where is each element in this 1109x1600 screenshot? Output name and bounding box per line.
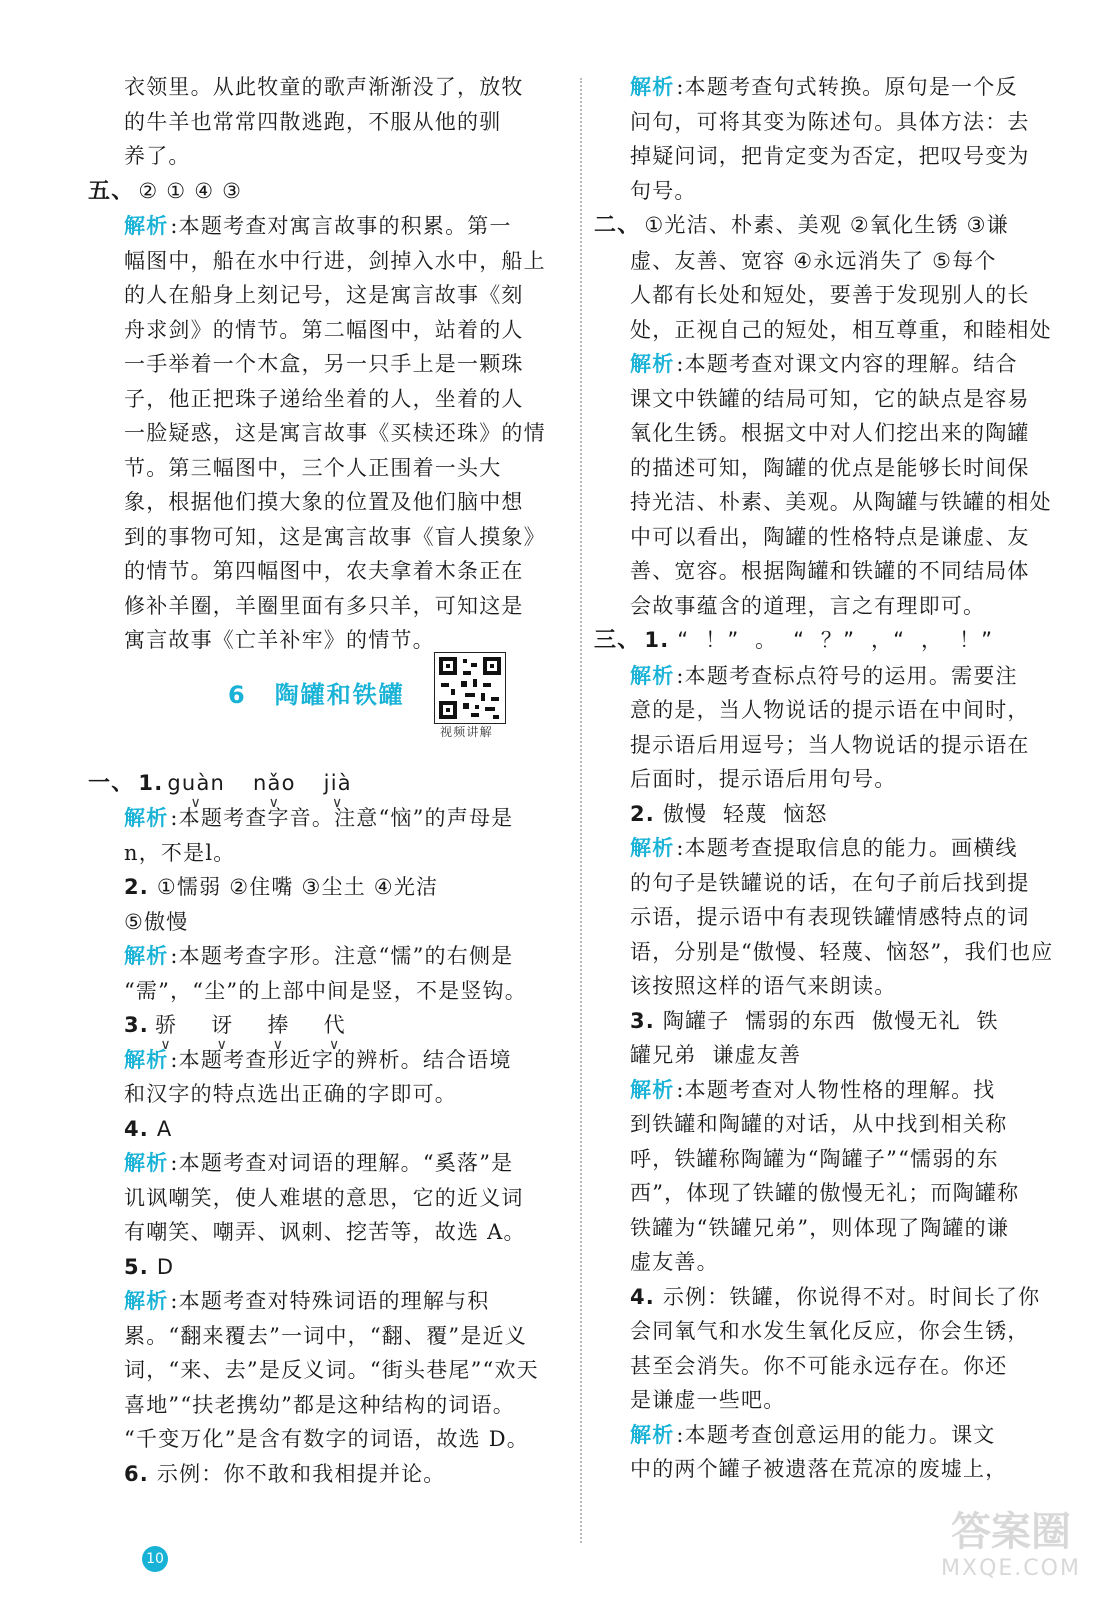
q3-word-1: 骄 ∨ bbox=[155, 1008, 177, 1043]
q3-answer: 3. 骄 ∨ 讶 ∨ 捧 ∨ 代 ∨ 解析:本题考查形近字的辨析。结合语境 和汉字的特点选出正确的字即可。 bbox=[88, 1008, 566, 1112]
section-3-q1-explanation: 解析:本题考查标点符号的运用。需要注 意的是，当人物说话的提示语在中间时， 提示语后用逗号；当人物说话的提示语在 后面时，提示语后用句号。 bbox=[630, 662, 1030, 791]
section-5-answer: 五、 ② ① ④ ③ bbox=[88, 178, 243, 204]
section-3-q2: 2. 傲慢 轻蔑 恼怒 解析:本题考查提取信息的能力。画横线 的句子是铁罐说的话，在句子前后找到提 示语，提示语中有表现铁罐情感特点的词 语，分别是“傲慢、轻蔑、恼怒”，我们也应 该按照这样的语气来朗读。 bbox=[630, 801, 1054, 998]
section-5-label: 五、 bbox=[88, 178, 135, 204]
lesson-header bbox=[88, 658, 566, 766]
left-column bbox=[88, 70, 566, 1491]
column-divider bbox=[580, 78, 582, 1543]
section-3-q3: 3. 陶罐子 懦弱的东西 傲慢无礼 铁 罐兄弟 谦虚友善 解析:本题考查对人物性格的理解。找 到铁罐和陶罐的对话，从中找到相关称 呼，铁罐称陶罐为“陶罐子”“懦弱的东 西”，体现了铁罐的傲慢无礼；而陶罐称 铁罐为“铁罐兄弟”，则体现了陶罐的谦 虚友善。 bbox=[630, 1008, 1020, 1274]
pinyin-1: guàn ∨ bbox=[167, 766, 225, 801]
section-5-explanation: 解析:本题考查对寓言故事的积累。第一 幅图中，船在水中行进，剑掉入水中，船上 的人在船身上刻记号，这是寓言故事《刻 舟求剑》的情节。第二幅图中，站着的人 一手举着一个木盒，另一只手上是一颗珠 子，他正把珠子递给坐着的人，坐着的人 一脸疑惑，这是寓言故事《买椟还珠》的情 节。第三幅图中，三个人正围着一头大 象，根据他们摸大象的位置及他们脑中想 到的事物可知，这是寓言故事《盲人摸象》 的情节。第四幅图中，农夫拿着木条正在 修补羊圈，羊圈里面有多只羊，可知这是 寓言故事《亡羊补牢》的情节。 bbox=[124, 213, 546, 652]
pinyin-3: jià ∨ bbox=[324, 766, 352, 801]
section-3-q1: 三、 1. “ ！” 。 “ ？” ，“ ， ！” bbox=[594, 628, 994, 653]
watermark-logo: 答案圈 MXQE.COM bbox=[941, 1509, 1081, 1581]
pinyin-2: nǎo ∨ bbox=[253, 766, 296, 801]
q4-answer: 4. A 解析:本题考查对词语的理解。“奚落”是 讥讽嘲笑，使人难堪的意思，它的近义词 有嘲笑、嘲弄、讽刺、挖苦等，故选 A。 bbox=[124, 1116, 526, 1244]
lesson-title: 6 陶罐和铁罐 bbox=[228, 680, 405, 709]
page-number: 10 bbox=[142, 1546, 168, 1572]
q5-answer: 5. D 解析:本题考查对特殊词语的理解与积 累。“翻来覆去”一词中，“翻、覆”是近义 词，“来、去”是反义词。“街头巷尾”“欢天 喜地”“扶老携幼”都是这种结构的词语。 “千变万化”是含有数字的词语，故选 D。 bbox=[124, 1254, 539, 1451]
q1-answer: 一、 1. guàn ∨ nǎo ∨ jià ∨ bbox=[88, 766, 566, 802]
q2-answer: 2. ①懦弱 ②住嘴 ③尘土 ④光洁 ⑤傲慢 解析:本题考查字形。注意“懦”的右侧是 “需”，“尘”的上部中间是竖，不是竖钩。 bbox=[124, 875, 527, 1003]
qr-label: 视频讲解 bbox=[440, 724, 493, 739]
q6-answer: 6. 示例：你不敢和我相提并论。 bbox=[124, 1461, 446, 1486]
section-3-label: 三、 bbox=[594, 628, 641, 653]
section-2-label: 二、 bbox=[594, 213, 641, 238]
qr-code-icon[interactable] bbox=[434, 652, 506, 724]
section-1-label: 一、 bbox=[88, 770, 135, 796]
q3-word-2: 讶 ∨ bbox=[211, 1008, 233, 1043]
section-2-explanation: 解析:本题考查对课文内容的理解。结合 课文中铁罐的结局可知，它的缺点是容易 氧化生锈。根据文中对人们挖出来的陶罐 的描述可知，陶罐的优点是能够长时间保 持光洁、朴素、美观。从陶罐与铁罐的相处 中可以看出，陶罐的性格特点是谦虚、友 善、宽容。根据陶罐和铁罐的不同结局体 会故事蕴含的道理，言之有理即可。 bbox=[630, 351, 1052, 618]
top-explanation: 解析:本题考查句式转换。原句是一个反 问句，可将其变为陈述句。具体方法：去 掉疑问词，把肯定变为否定，把叹号变为 句号。 bbox=[630, 74, 1030, 203]
q3-word-3: 捧 ∨ bbox=[267, 1008, 289, 1043]
analysis-label: 解析 bbox=[124, 213, 169, 238]
continuation-text: 衣领里。从此牧童的歌声渐渐没了，放牧 的牛羊也常常四散逃跑，不服从他的驯 养了。 bbox=[124, 75, 524, 168]
section-2-answer: 二、 ①光洁、朴素、美观 ②氧化生锈 ③谦 虚、友善、宽容 ④永远消失了 ⑤每个 人都有长处和短处，要善于发现别人的长 处，正视自己的短处，相互尊重，和睦相处 bbox=[594, 213, 1052, 342]
q1-explanation: 解析:本题考查字音。注意“恼”的声母是 n，不是l。 bbox=[124, 805, 514, 865]
section-3-q4: 4. 示例：铁罐，你说得不对。时间长了你 会同氧气和水发生氧化反应，你会生锈， 甚至会消失。你不可能永远存在。你还 是谦虚一些吧。 解析:本题考查创意运用的能力。课文 中的两个罐子被遗落在荒凉的废墟上， bbox=[630, 1284, 1041, 1481]
q3-word-4: 代 ∨ bbox=[324, 1008, 346, 1043]
right-column bbox=[594, 70, 1064, 1487]
